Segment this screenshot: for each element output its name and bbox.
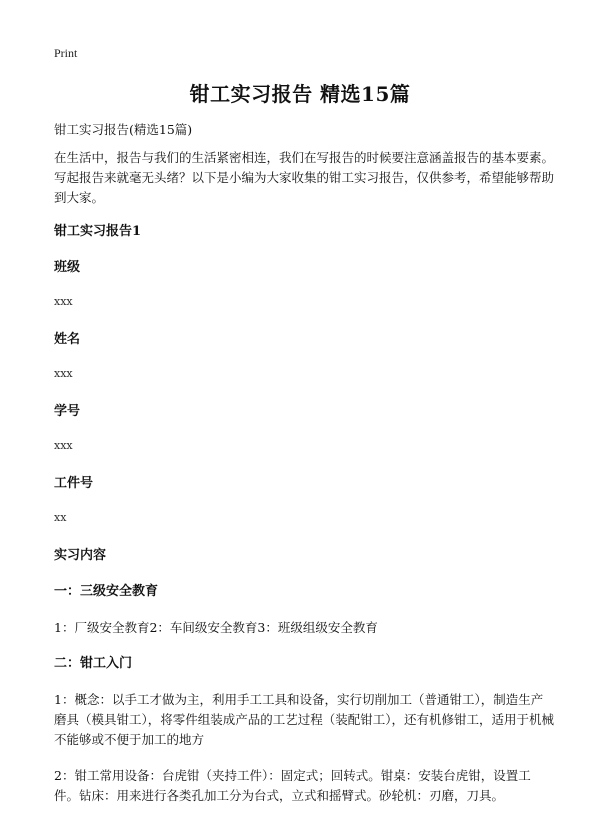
document-subtitle: 钳工实习报告(精选15篇): [54, 122, 193, 137]
part2-heading: 二：钳工入门: [54, 656, 133, 671]
part1-text: 1：厂级安全教育2：车间级安全教育3：班级组级安全教育: [54, 620, 378, 635]
print-label: Print: [54, 46, 78, 60]
intro-paragraph: 在生活中，报告与我们的生活紧密相连，我们在写报告的时候要注意涵盖报告的基本要素。写起报告来就毫无头绪？以下是小编为大家收集的钳工实习报告，仅供参考，希望能够帮助到大家。: [54, 150, 555, 205]
field-label-workpiece-no: 工件号: [54, 476, 94, 491]
part1-heading: 一：三级安全教育: [54, 584, 159, 599]
part2-paragraph-1: 1：概念：以手工才做为主，利用手工工具和设备，实行切削加工（普通钳工），制造生产磨具（模具钳工），将零件组装成产品的工艺过程（装配钳工），还有机修钳工，适用于机械不能够或不便于加工的地方: [54, 692, 555, 747]
field-label-class: 班级: [54, 260, 81, 275]
part2-paragraph-2: 2：钳工常用设备：台虎钳（夹持工件）：固定式；回转式。钳桌：安装台虎钳，设置工件。钻床：用来进行各类孔加工分为台式，立式和摇臂式。砂轮机：刃磨，刀具。: [54, 768, 531, 803]
field-value-class: xxx: [54, 295, 73, 308]
field-label-name: 姓名: [54, 332, 81, 347]
document-title: 钳工实习报告 精选15篇: [189, 82, 411, 106]
document-body: [54, 120, 554, 806]
field-value-name: xxx: [54, 367, 73, 380]
field-label-student-id: 学号: [54, 404, 81, 419]
field-value-workpiece-no: xx: [54, 511, 67, 524]
field-value-student-id: xxx: [54, 439, 73, 452]
section-heading-report-1: 钳工实习报告1: [54, 224, 142, 239]
content-heading: 实习内容: [54, 548, 107, 563]
